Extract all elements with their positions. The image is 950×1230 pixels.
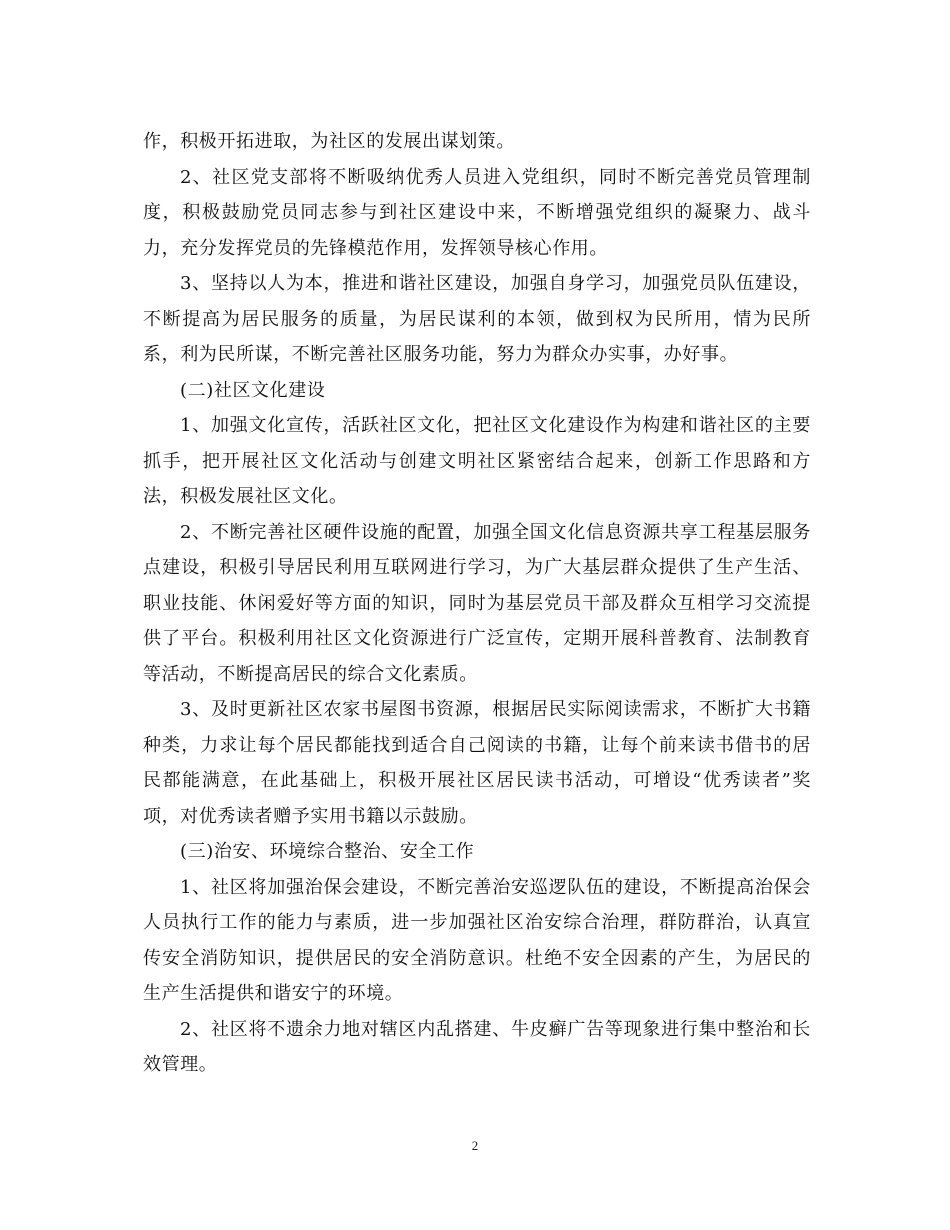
paragraph-party-item-2: 2、社区党支部将不断吸纳优秀人员进入党组织，同时不断完善党员管理制度，积极鼓励党员同志参与到社区建设中来，不断增强党组织的凝聚力、战斗力，充分发挥党员的先锋模范作用，发挥领导核心作用。: [143, 166, 811, 259]
section-heading-security: (三)治安、环境综合整治、安全工作: [180, 841, 475, 862]
paragraph-party-item-3: 3、坚持以人为本，推进和谐社区建设，加强自身学习，加强党员队伍建设，不断提高为居民服务的质量，为居民谋利的本领，做到权为民所用，情为民所系，利为民所谋，不断完善社区服务功能，努力为群众办实事，办好事。: [143, 273, 811, 365]
paragraph-security-item-1: 1、社区将加强治保会建设，不断完善治安巡逻队伍的建设，不断提高治保会人员执行工作的能力与素质，进一步加强社区治安综合治理，群防群治，认真宣传安全消防知识，提供居民的安全消防意识。杜绝不安全因素的产生，为居民的生产生活提供和谐安宁的环境。: [143, 876, 811, 1004]
paragraph-security-item-2: 2、社区将不遗余力地对辖区内乱搭建、牛皮癣广告等现象进行集中整治和长效管理。: [143, 1018, 811, 1075]
section-heading-culture: (二)社区文化建设: [180, 379, 326, 401]
page-number: 2: [471, 1138, 479, 1153]
paragraph-continuation: 作，积极开拓进取，为社区的发展出谋划策。: [143, 131, 515, 152]
paragraph-culture-item-3: 3、及时更新社区农家书屋图书资源，根据居民实际阅读需求，不断扩大书籍种类，力求让每个居民都能找到适合自己阅读的书籍，让每个前来读书借书的居民都能满意，在此基础上，积极开展社区居民读书活动，可增设“优秀读者”奖项，对优秀读者赠予实用书籍以示鼓励。: [143, 699, 811, 827]
paragraph-culture-item-2: 2、不断完善社区硬件设施的配置，加强全国文化信息资源共享工程基层服务点建设，积极引导居民利用互联网进行学习，为广大基层群众提供了生产生活、职业技能、休闲爱好等方面的知识，同时为基层党员干部及群众互相学习交流提供了平台。积极利用社区文化资源进行广泛宣传，定期开展科普教育、法制教育等活动，不断提高居民的综合文化素质。: [143, 521, 811, 685]
document-body: [143, 124, 811, 1083]
paragraph-culture-item-1: 1、加强文化宣传，活跃社区文化，把社区文化建设作为构建和谐社区的主要抓手，把开展社区文化活动与创建文明社区紧密结合起来，创新工作思路和方法，积极发展社区文化。: [143, 415, 811, 507]
